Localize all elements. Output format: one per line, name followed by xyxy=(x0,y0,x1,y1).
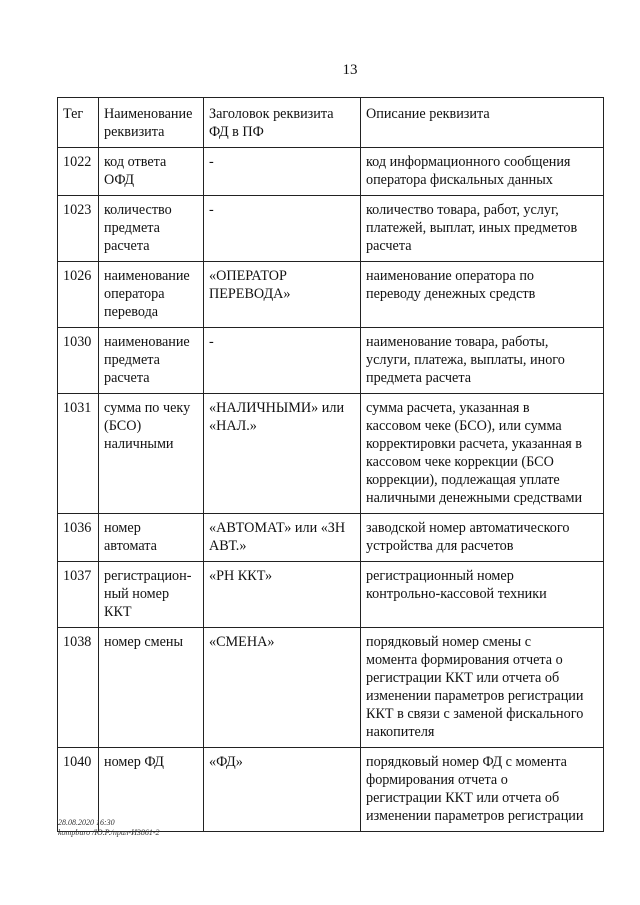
cell-tag: 1023 xyxy=(58,196,99,262)
page-number: 13 xyxy=(342,62,358,78)
cell-tag: 1040 xyxy=(58,748,99,832)
table-row xyxy=(58,514,604,562)
cell-name: количество предмета расчета xyxy=(99,196,204,262)
cell-fd-header: «СМЕНА» xyxy=(204,628,361,748)
column-header-tag: Тег xyxy=(58,98,99,148)
cell-fd-header: «ОПЕРАТОР ПЕРЕВОДА» xyxy=(204,262,361,328)
table-row xyxy=(58,148,604,196)
cell-fd-header: «НАЛИЧНЫМИ» или «НАЛ.» xyxy=(204,394,361,514)
cell-fd-header: «РН ККТ» xyxy=(204,562,361,628)
cell-name: сумма по чеку (БСО) наличными xyxy=(99,394,204,514)
cell-description: код информационного сообщения оператора фискальных данных xyxy=(361,148,604,196)
cell-description: наименование товара, работы, услуги, платежа, выплаты, иного предмета расчета xyxy=(361,328,604,394)
cell-tag: 1026 xyxy=(58,262,99,328)
table-header-row xyxy=(58,98,604,148)
table-row xyxy=(58,394,604,514)
cell-tag: 1038 xyxy=(58,628,99,748)
cell-tag: 1036 xyxy=(58,514,99,562)
table-row xyxy=(58,628,604,748)
cell-description: порядковый номер ФД с момента формирования отчета о регистрации ККТ или отчета об изменении параметров регистрации xyxy=(361,748,604,832)
cell-name: наименование предмета расчета xyxy=(99,328,204,394)
cell-fd-header: - xyxy=(204,196,361,262)
cell-description: порядковый номер смены с момента формирования отчета о регистрации ККТ или отчета об изменении параметров регистрации ККТ в связи с заменой фискального накопителя xyxy=(361,628,604,748)
cell-name: номер смены xyxy=(99,628,204,748)
cell-fd-header: «ФД» xyxy=(204,748,361,832)
column-header-fd-header: Заголовок реквизита ФД в ПФ xyxy=(204,98,361,148)
cell-description: количество товара, работ, услуг, платежей, выплат, иных предметов расчета xyxy=(361,196,604,262)
cell-tag: 1030 xyxy=(58,328,99,394)
table-row xyxy=(58,196,604,262)
footer-timestamp: 28.08.2020 16:30 xyxy=(58,818,115,827)
cell-name: номер автомата xyxy=(99,514,204,562)
cell-fd-header: «АВТОМАТ» или «ЗН АВТ.» xyxy=(204,514,361,562)
cell-name: регистрацион- ный номер ККТ xyxy=(99,562,204,628)
table-row xyxy=(58,328,604,394)
cell-tag: 1031 xyxy=(58,394,99,514)
cell-fd-header: - xyxy=(204,328,361,394)
cell-tag: 1037 xyxy=(58,562,99,628)
cell-tag: 1022 xyxy=(58,148,99,196)
cell-name: номер ФД xyxy=(99,748,204,832)
cell-fd-header: - xyxy=(204,148,361,196)
cell-description: наименование оператора по переводу денежных средств xyxy=(361,262,604,328)
cell-name: код ответа ОФД xyxy=(99,148,204,196)
footer-file-reference: kompburo /Ю.Р./прил-И3861-2 xyxy=(58,828,160,837)
column-header-description: Описание реквизита xyxy=(361,98,604,148)
table-row xyxy=(58,262,604,328)
requisites-table xyxy=(57,97,604,832)
cell-description: регистрационный номер контрольно-кассовой техники xyxy=(361,562,604,628)
table-row xyxy=(58,562,604,628)
document-footer-stamp xyxy=(58,818,160,838)
column-header-name: Наименование реквизита xyxy=(99,98,204,148)
cell-description: сумма расчета, указанная в кассовом чеке (БСО), или сумма корректировки расчета, указанная в кассовом чеке коррекции (БСО коррекции), подлежащая уплате наличными денежными средствами xyxy=(361,394,604,514)
cell-description: заводской номер автоматического устройства для расчетов xyxy=(361,514,604,562)
cell-name: наименование оператора перевода xyxy=(99,262,204,328)
